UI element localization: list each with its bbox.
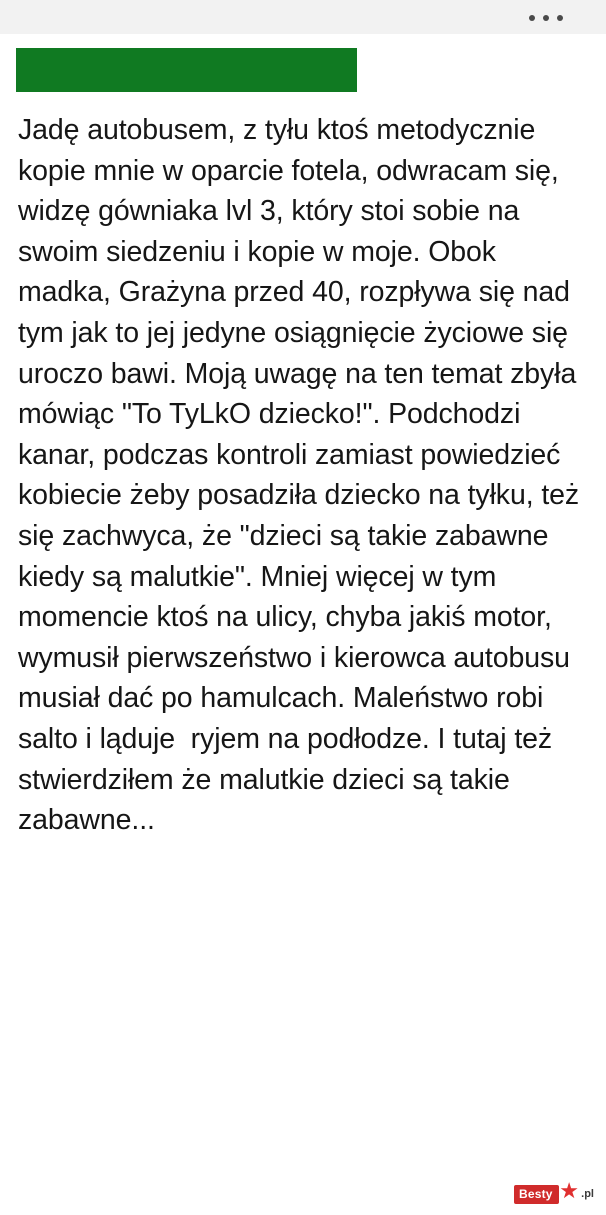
more-dot — [543, 15, 549, 21]
more-dot — [529, 15, 535, 21]
green-banner — [16, 48, 357, 92]
post-content-card — [0, 34, 606, 1215]
post-text: Jadę autobusem, z tyłu ktoś metodycznie kopie mnie w oparcie fotela, odwracam się, widzę gówniaka lvl 3, który stoi sobie na swoim siedzeniu i kopie w moje. Obok madka, Grażyna przed 40, rozpływa się nad tym jak to jej jedyne osiągnięcie życiowe się uroczo bawi. Moją uwagę na ten temat zbyła mówiąc "To TyLkO dziecko!". Podchodzi kanar, podczas kontroli zamiast powiedzieć kobiecie żeby posadziła dziecko na tyłku, też się zachwyca, że "dzieci są takie zabawne kiedy są malutkie". Mniej więcej w tym momencie ktoś na ulicy, chyba jakiś motor, wymusił pierwszeństwo i kierowca autobusu musiał dać po hamulcach. Maleństwo robi salto i ląduje ryjem na podłodze. I tutaj też stwierdziłem że malutkie dzieci są takie zabawne... — [18, 114, 587, 837]
more-dot — [557, 15, 563, 21]
more-horizontal-icon[interactable] — [529, 10, 563, 26]
watermark-label: Besty — [514, 1185, 559, 1204]
post-top-bar — [0, 0, 606, 34]
star-icon: ★ — [559, 1178, 579, 1203]
watermark-tld: .pl — [581, 1188, 594, 1200]
watermark — [514, 1178, 596, 1207]
